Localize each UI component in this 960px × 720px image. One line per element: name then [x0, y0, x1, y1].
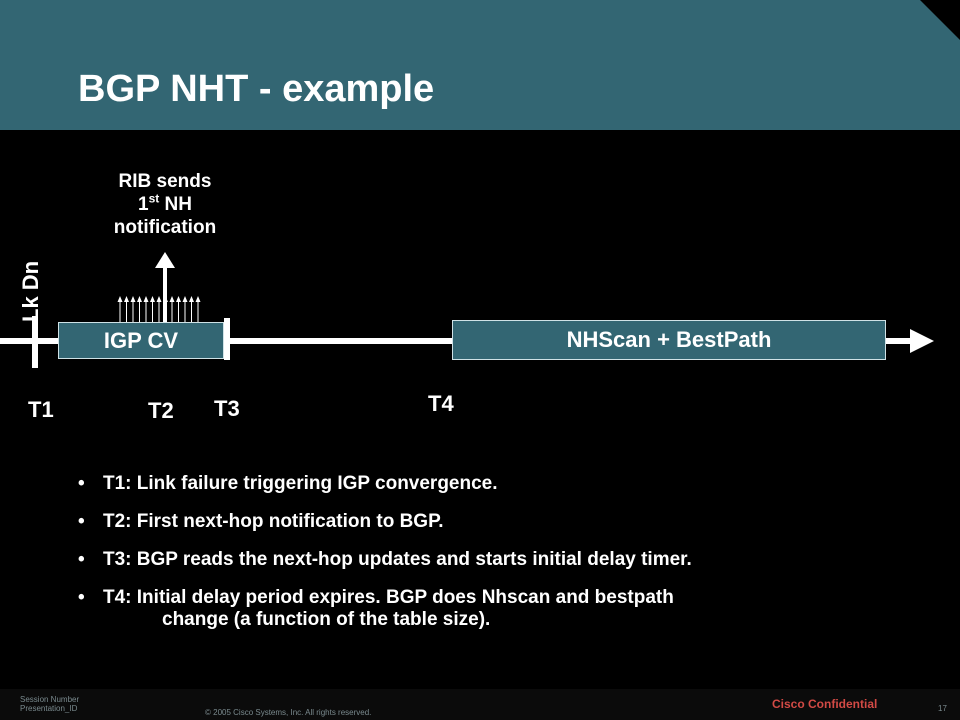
session-info — [20, 695, 79, 713]
notification-arrows — [110, 250, 210, 330]
t1-marker — [32, 316, 38, 368]
rib-ordinal-suffix: st — [148, 191, 160, 206]
timeline-arrowhead — [910, 329, 934, 353]
main-notification-arrow-head — [155, 252, 175, 268]
rib-line2 — [60, 193, 270, 216]
bullet-dot: • — [78, 473, 85, 494]
rib-notification-label — [60, 170, 270, 239]
nhscan-bestpath-box: NHScan + BestPath — [452, 320, 886, 360]
bullet-text-continuation: change (a function of the table size). — [162, 609, 491, 630]
small-arrow-head — [183, 296, 188, 302]
rib-line1: RIB sends — [118, 171, 212, 192]
list-item — [78, 549, 898, 571]
t3-label: T3 — [214, 396, 240, 421]
session-number-text: Session Number — [20, 695, 80, 704]
bullet-dot: • — [78, 587, 85, 608]
bullet-text: T4: Initial delay period expires. BGP does Nhscan and bestpath — [103, 587, 674, 608]
igp-cv-box: IGP CV — [58, 322, 224, 359]
small-arrow-head — [144, 296, 149, 302]
small-arrow-head — [157, 296, 162, 302]
bullet-dot: • — [78, 511, 85, 532]
list-item — [78, 511, 898, 533]
small-arrow-head — [150, 296, 155, 302]
bullet-text: T2: First next-hop notification to BGP. — [103, 511, 444, 532]
t2-label: T2 — [148, 398, 174, 423]
list-item — [78, 587, 898, 631]
t1-label: T1 — [28, 397, 54, 422]
list-item — [78, 473, 898, 495]
page-number: 17 — [938, 704, 947, 713]
bullet-dot: • — [78, 549, 85, 570]
small-arrow-head — [118, 296, 123, 302]
small-arrow-head — [124, 296, 129, 302]
rib-ordinal-number: 1 — [138, 194, 149, 215]
t4-label: T4 — [428, 391, 454, 416]
small-arrow-head — [176, 296, 181, 302]
small-arrow-head — [170, 296, 175, 302]
rib-nh-text: NH — [159, 194, 192, 215]
presentation-id-text: Presentation_ID — [20, 704, 78, 713]
rib-line3: notification — [113, 217, 217, 238]
slide-title: BGP NHT - example — [78, 68, 435, 110]
link-down-label: Lk Dn — [18, 260, 43, 322]
bullet-text: T3: BGP reads the next-hop updates and starts initial delay timer. — [103, 549, 692, 570]
small-arrow-head — [196, 296, 201, 302]
small-arrow-head — [131, 296, 136, 302]
t3-marker — [224, 318, 230, 360]
small-arrow-head — [189, 296, 194, 302]
header-corner-notch — [920, 0, 960, 40]
explanation-list — [78, 473, 898, 647]
bullet-text: T1: Link failure triggering IGP convergence. — [103, 473, 498, 494]
confidential-label: Cisco Confidential — [772, 697, 878, 711]
small-arrow-head — [137, 296, 142, 302]
copyright-text: © 2005 Cisco Systems, Inc. All rights reserved. — [205, 708, 372, 717]
